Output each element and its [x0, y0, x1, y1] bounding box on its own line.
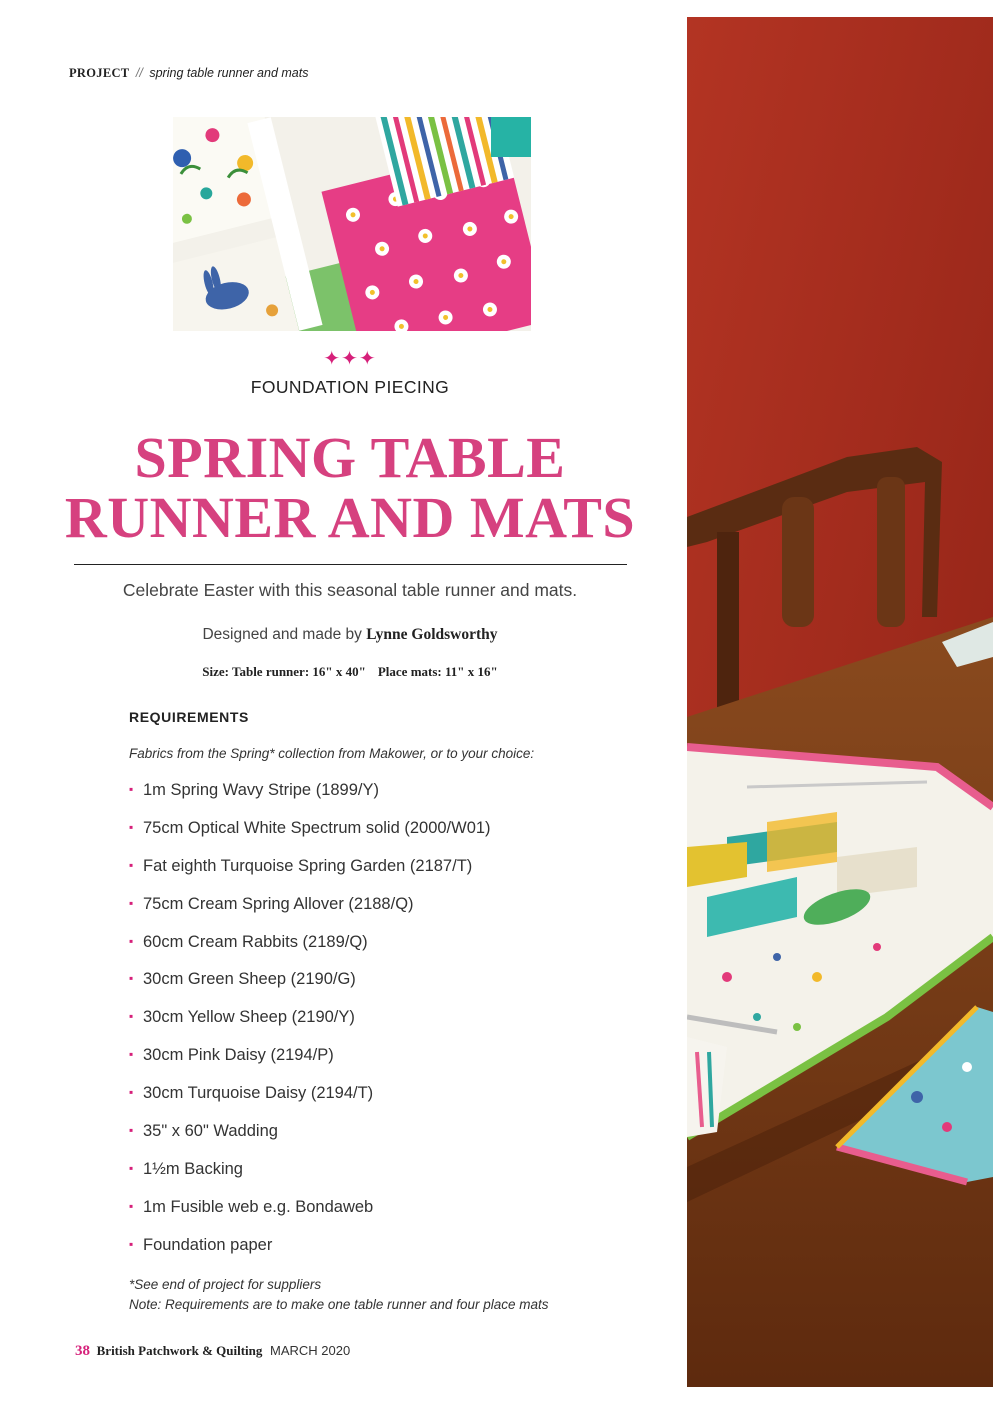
- requirement-item: [129, 895, 491, 933]
- requirement-text: 1½m Backing: [143, 1159, 243, 1178]
- requirements-intro: Fabrics from the Spring* collection from Makower, or to your choice:: [129, 746, 535, 761]
- designer-credit: [0, 626, 700, 644]
- requirement-text: 30cm Yellow Sheep (2190/Y): [143, 1008, 355, 1027]
- requirement-item: [129, 1046, 491, 1084]
- page-number: 38: [75, 1343, 90, 1359]
- issue-date: MARCH 2020: [270, 1343, 351, 1358]
- fabric-closeup-photo: [173, 117, 531, 331]
- bullet-icon: ▪: [129, 782, 134, 796]
- bullet-icon: ▪: [129, 1198, 134, 1213]
- title-line-2: RUNNER AND MATS: [64, 485, 636, 550]
- bullet-icon: ▪: [129, 857, 134, 872]
- suppliers-note: *See end of project for suppliers: [129, 1277, 322, 1292]
- decorative-stars-icon: ✦✦✦: [323, 348, 377, 370]
- requirement-text: 75cm Cream Spring Allover (2188/Q): [143, 894, 414, 913]
- table-setting-illustration: [687, 17, 993, 1387]
- bullet-icon: ▪: [129, 1085, 134, 1100]
- requirement-text: 60cm Cream Rabbits (2189/Q): [143, 932, 368, 951]
- running-header: [69, 66, 308, 81]
- requirement-text: 30cm Pink Daisy (2194/P): [143, 1046, 334, 1065]
- bullet-icon: ▪: [129, 1047, 134, 1062]
- requirement-item: [129, 933, 491, 971]
- requirement-text: Foundation paper: [143, 1235, 273, 1254]
- article-title: [0, 425, 700, 550]
- designer-name: Lynne Goldsworthy: [366, 626, 498, 643]
- requirement-text: Fat eighth Turquoise Spring Garden (2187/T): [143, 856, 473, 875]
- requirement-text: 1m Fusible web e.g. Bondaweb: [143, 1197, 374, 1216]
- bullet-icon: ▪: [129, 1123, 134, 1138]
- requirement-item: [129, 781, 491, 819]
- bullet-icon: ▪: [129, 933, 134, 948]
- bullet-icon: ▪: [129, 895, 134, 910]
- requirement-text: 30cm Green Sheep (2190/G): [143, 970, 356, 989]
- finished-size: [0, 664, 700, 680]
- requirement-item: [129, 1198, 491, 1236]
- requirements-note: Note: Requirements are to make one table runner and four place mats: [129, 1297, 549, 1312]
- header-subtitle: spring table runner and mats: [149, 66, 309, 80]
- requirement-item: [129, 1160, 491, 1198]
- requirement-item: [129, 819, 491, 857]
- bullet-icon: ▪: [129, 819, 134, 834]
- designer-prefix: Designed and made by: [202, 626, 362, 643]
- requirement-text: 30cm Turquoise Daisy (2194/T): [143, 1084, 374, 1103]
- requirement-item: [129, 1008, 491, 1046]
- bullet-icon: ▪: [129, 1009, 134, 1024]
- requirement-item: [129, 1084, 491, 1122]
- title-line-1: SPRING TABLE: [134, 425, 566, 490]
- bullet-icon: ▪: [129, 1236, 134, 1251]
- bullet-icon: ▪: [129, 1160, 134, 1175]
- requirement-text: 1m Spring Wavy Stripe (1899/Y): [143, 781, 379, 799]
- page-footer: [75, 1343, 350, 1360]
- requirement-item: [129, 1236, 491, 1274]
- bullet-icon: ▪: [129, 971, 134, 986]
- fabric-closeup-illustration: [173, 117, 531, 331]
- requirement-text: 75cm Optical White Spectrum solid (2000/W01): [143, 818, 491, 837]
- requirement-text: 35" x 60" Wadding: [143, 1122, 278, 1141]
- technique-kicker: FOUNDATION PIECING: [250, 377, 450, 397]
- section-label: PROJECT: [69, 66, 130, 80]
- magazine-name: British Patchwork & Quilting: [96, 1343, 263, 1358]
- requirements-heading: REQUIREMENTS: [129, 709, 249, 725]
- header-separator: //: [135, 66, 143, 80]
- standfirst: Celebrate Easter with this seasonal table runner and mats.: [122, 580, 578, 600]
- requirement-item: [129, 1122, 491, 1160]
- requirements-list: [129, 781, 491, 1274]
- title-divider: [74, 564, 627, 565]
- notes: [129, 1275, 548, 1315]
- runner-size: Size: Table runner: 16" x 40": [202, 664, 366, 679]
- requirement-item: [129, 857, 491, 895]
- requirement-item: [129, 970, 491, 1008]
- mats-size: Place mats: 11" x 16": [377, 664, 498, 679]
- table-setting-photo: [687, 17, 993, 1387]
